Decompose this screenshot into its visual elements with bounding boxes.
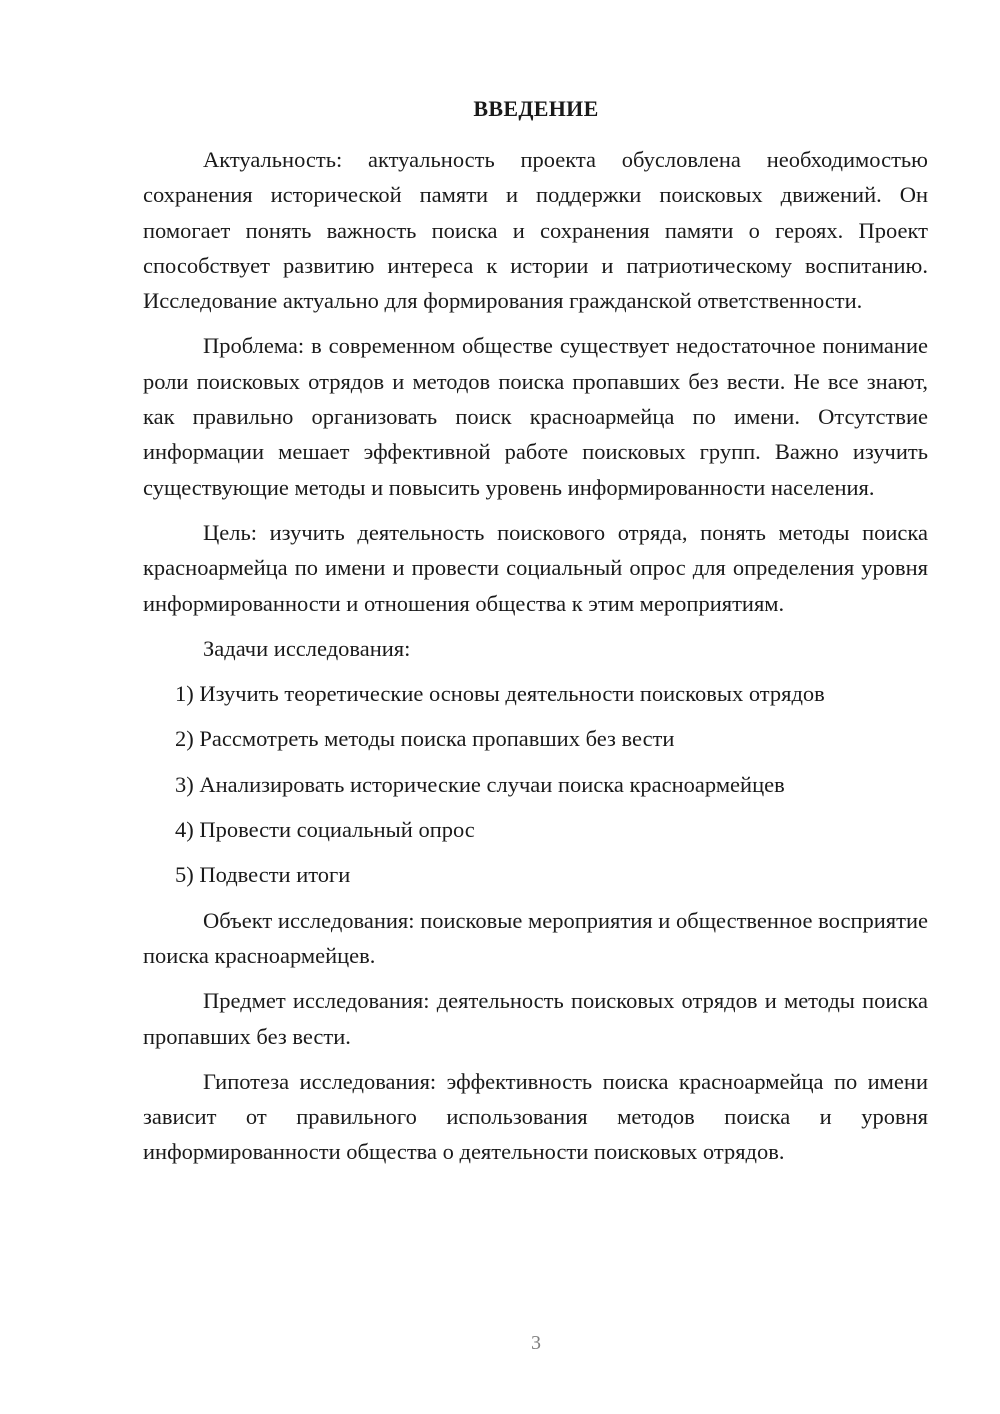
page-number: 3 (531, 1332, 541, 1354)
list-item: 5) Подвести итоги (175, 862, 351, 888)
problem-paragraph: Проблема: в современном обществе существует недостаточное понимание роли поисковых отрядов и методов поиска пропавших без вести. Не все знают, как правильно организовать поиск красноармейца по имени. Отсутствие информации мешает эффективной работе поисковых групп. Важно изучить существующие методы и повысить уровень информированности населения. (143, 333, 928, 500)
hypothesis-paragraph: Гипотеза исследования: эффективность поиска красноармейца по имени зависит от правильного использования методов поиска и уровня информированности общества о деятельности поисковых отрядов. (143, 1068, 928, 1165)
list-item: 3) Анализировать исторические случаи поиска красноармейцев (175, 771, 785, 797)
page-title: ВВЕДЕНИЕ (473, 96, 599, 121)
relevance-paragraph: Актуальность: актуальность проекта обусловлена необходимостью сохранения исторической памяти и поддержки поисковых движений. Он помогает понять важность поиска и сохранения памяти о героях. Проект способствует развитию интереса к истории и патриотическому воспитанию. Исследование актуально для формирования гражданской ответственности. (143, 147, 928, 314)
object-paragraph: Объект исследования: поисковые мероприятия и общественное восприятие поиска красноармейцев. (143, 907, 928, 968)
goal-paragraph: Цель: изучить деятельность поискового отряда, понять методы поиска красноармейца по имени и провести социальный опрос для определения уровня информированности и отношения общества к этим мероприятиям. (143, 519, 928, 616)
subject-paragraph: Предмет исследования: деятельность поисковых отрядов и методы поиска пропавших без вести. (143, 988, 928, 1049)
list-item: 4) Провести социальный опрос (175, 817, 475, 843)
list-item: 1) Изучить теоретические основы деятельности поисковых отрядов (175, 681, 825, 707)
document-body (143, 142, 928, 1180)
list-item: 2) Рассмотреть методы поиска пропавших без вести (175, 726, 675, 752)
tasks-list (143, 676, 928, 892)
tasks-heading: Задачи исследования: (203, 635, 411, 661)
